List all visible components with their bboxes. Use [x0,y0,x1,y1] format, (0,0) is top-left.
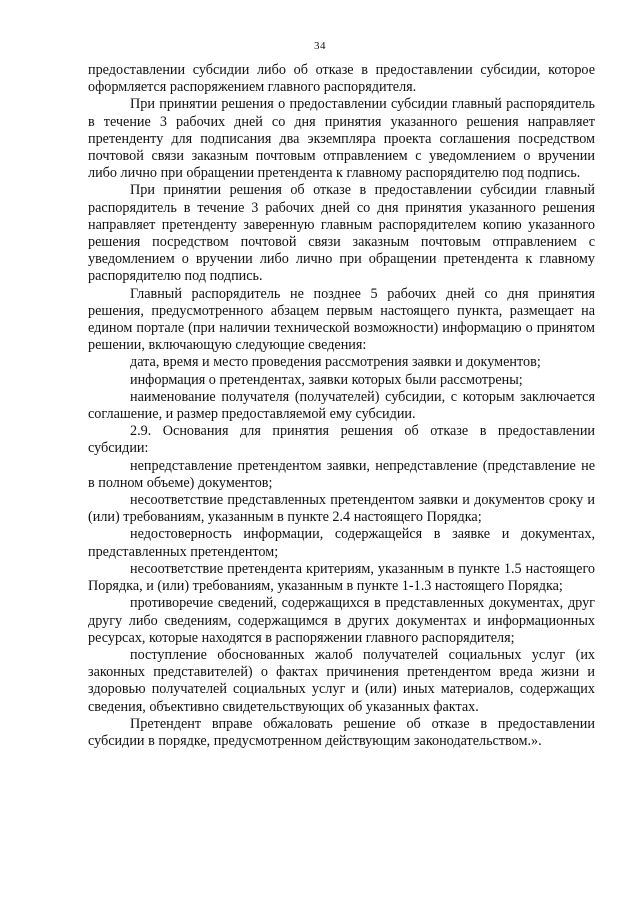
document-body [88,62,595,750]
list-item: наименование получателя (получателей) субсидии, с которым заключается соглашение, и размер предоставляемой ему субсидии. [88,388,595,423]
list-item: несоответствие претендента критериям, указанным в пункте 1.5 настоящего Порядка, и (или) требованиям, указанным в пункте 1-1.3 настоящего Порядка; [88,560,595,595]
paragraph: При принятии решения о предоставлении субсидии главный распорядитель в течение 3 рабочих дней со дня принятия указанного решения направляет претенденту для подписания два экземпляра проекта соглашения посредством почтовой связи заказным почтовым отправлением с уведомлением о вручении либо лично при обращении претендента к главному распорядителю под подпись. [88,96,595,182]
section-heading-paragraph: 2.9. Основания для принятия решения об отказе в предоставлении субсидии: [88,423,595,457]
list-item: дата, время и место проведения рассмотрения заявки и документов; [130,354,541,371]
page-number: 34 [314,40,326,52]
list-item: информация о претендентах, заявки которых были рассмотрены; [130,371,523,388]
list-item: поступление обоснованных жалоб получателей социальных услуг (их законных представителей) о фактах причинения претендентом вреда жизни и здоровью получателей социальных услуг и (или) иных материалов, содержащих сведения, объективно свидетельствующих об указанных фактах. [88,646,595,715]
paragraph: Претендент вправе обжаловать решение об отказе в предоставлении субсидии в порядке, предусмотренном действующим законодательством.». [88,715,595,749]
list-item: непредставление претендентом заявки, непредставление (представление не в полном объеме) документов; [88,457,595,491]
paragraph: Главный распорядитель не позднее 5 рабочих дней со дня принятия решения, предусмотренного абзацем первым настоящего пункта, размещает на едином портале (при наличии технической возможности) информацию о принятом решении, включающую следующие сведения: [88,285,595,354]
paragraph: предоставлении субсидии либо об отказе в предоставлении субсидии, которое оформляется распоряжением главного распорядителя. [88,62,595,96]
list-item: несоответствие представленных претендентом заявки и документов сроку и (или) требованиям, указанным в пункте 2.4 настоящего Порядка; [88,492,595,526]
list-item: недостоверность информации, содержащейся в заявке и документах, представленных претендентом; [88,526,595,560]
list-item: противоречие сведений, содержащихся в представленных документах, друг другу либо сведениям, содержащимся в других документах и информационных ресурсах, которые находятся в распоряжении главного распорядителя; [88,595,595,646]
paragraph: При принятии решения об отказе в предоставлении субсидии главный распорядитель в течение 3 рабочих дней со дня принятия указанного решения направляет претенденту заверенную главным распорядителем копию указанного решения посредством почтовой связи заказным почтовым отправлением с уведомлением о вручении либо лично при обращении претендента к главному распорядителю под подпись. [88,182,595,285]
